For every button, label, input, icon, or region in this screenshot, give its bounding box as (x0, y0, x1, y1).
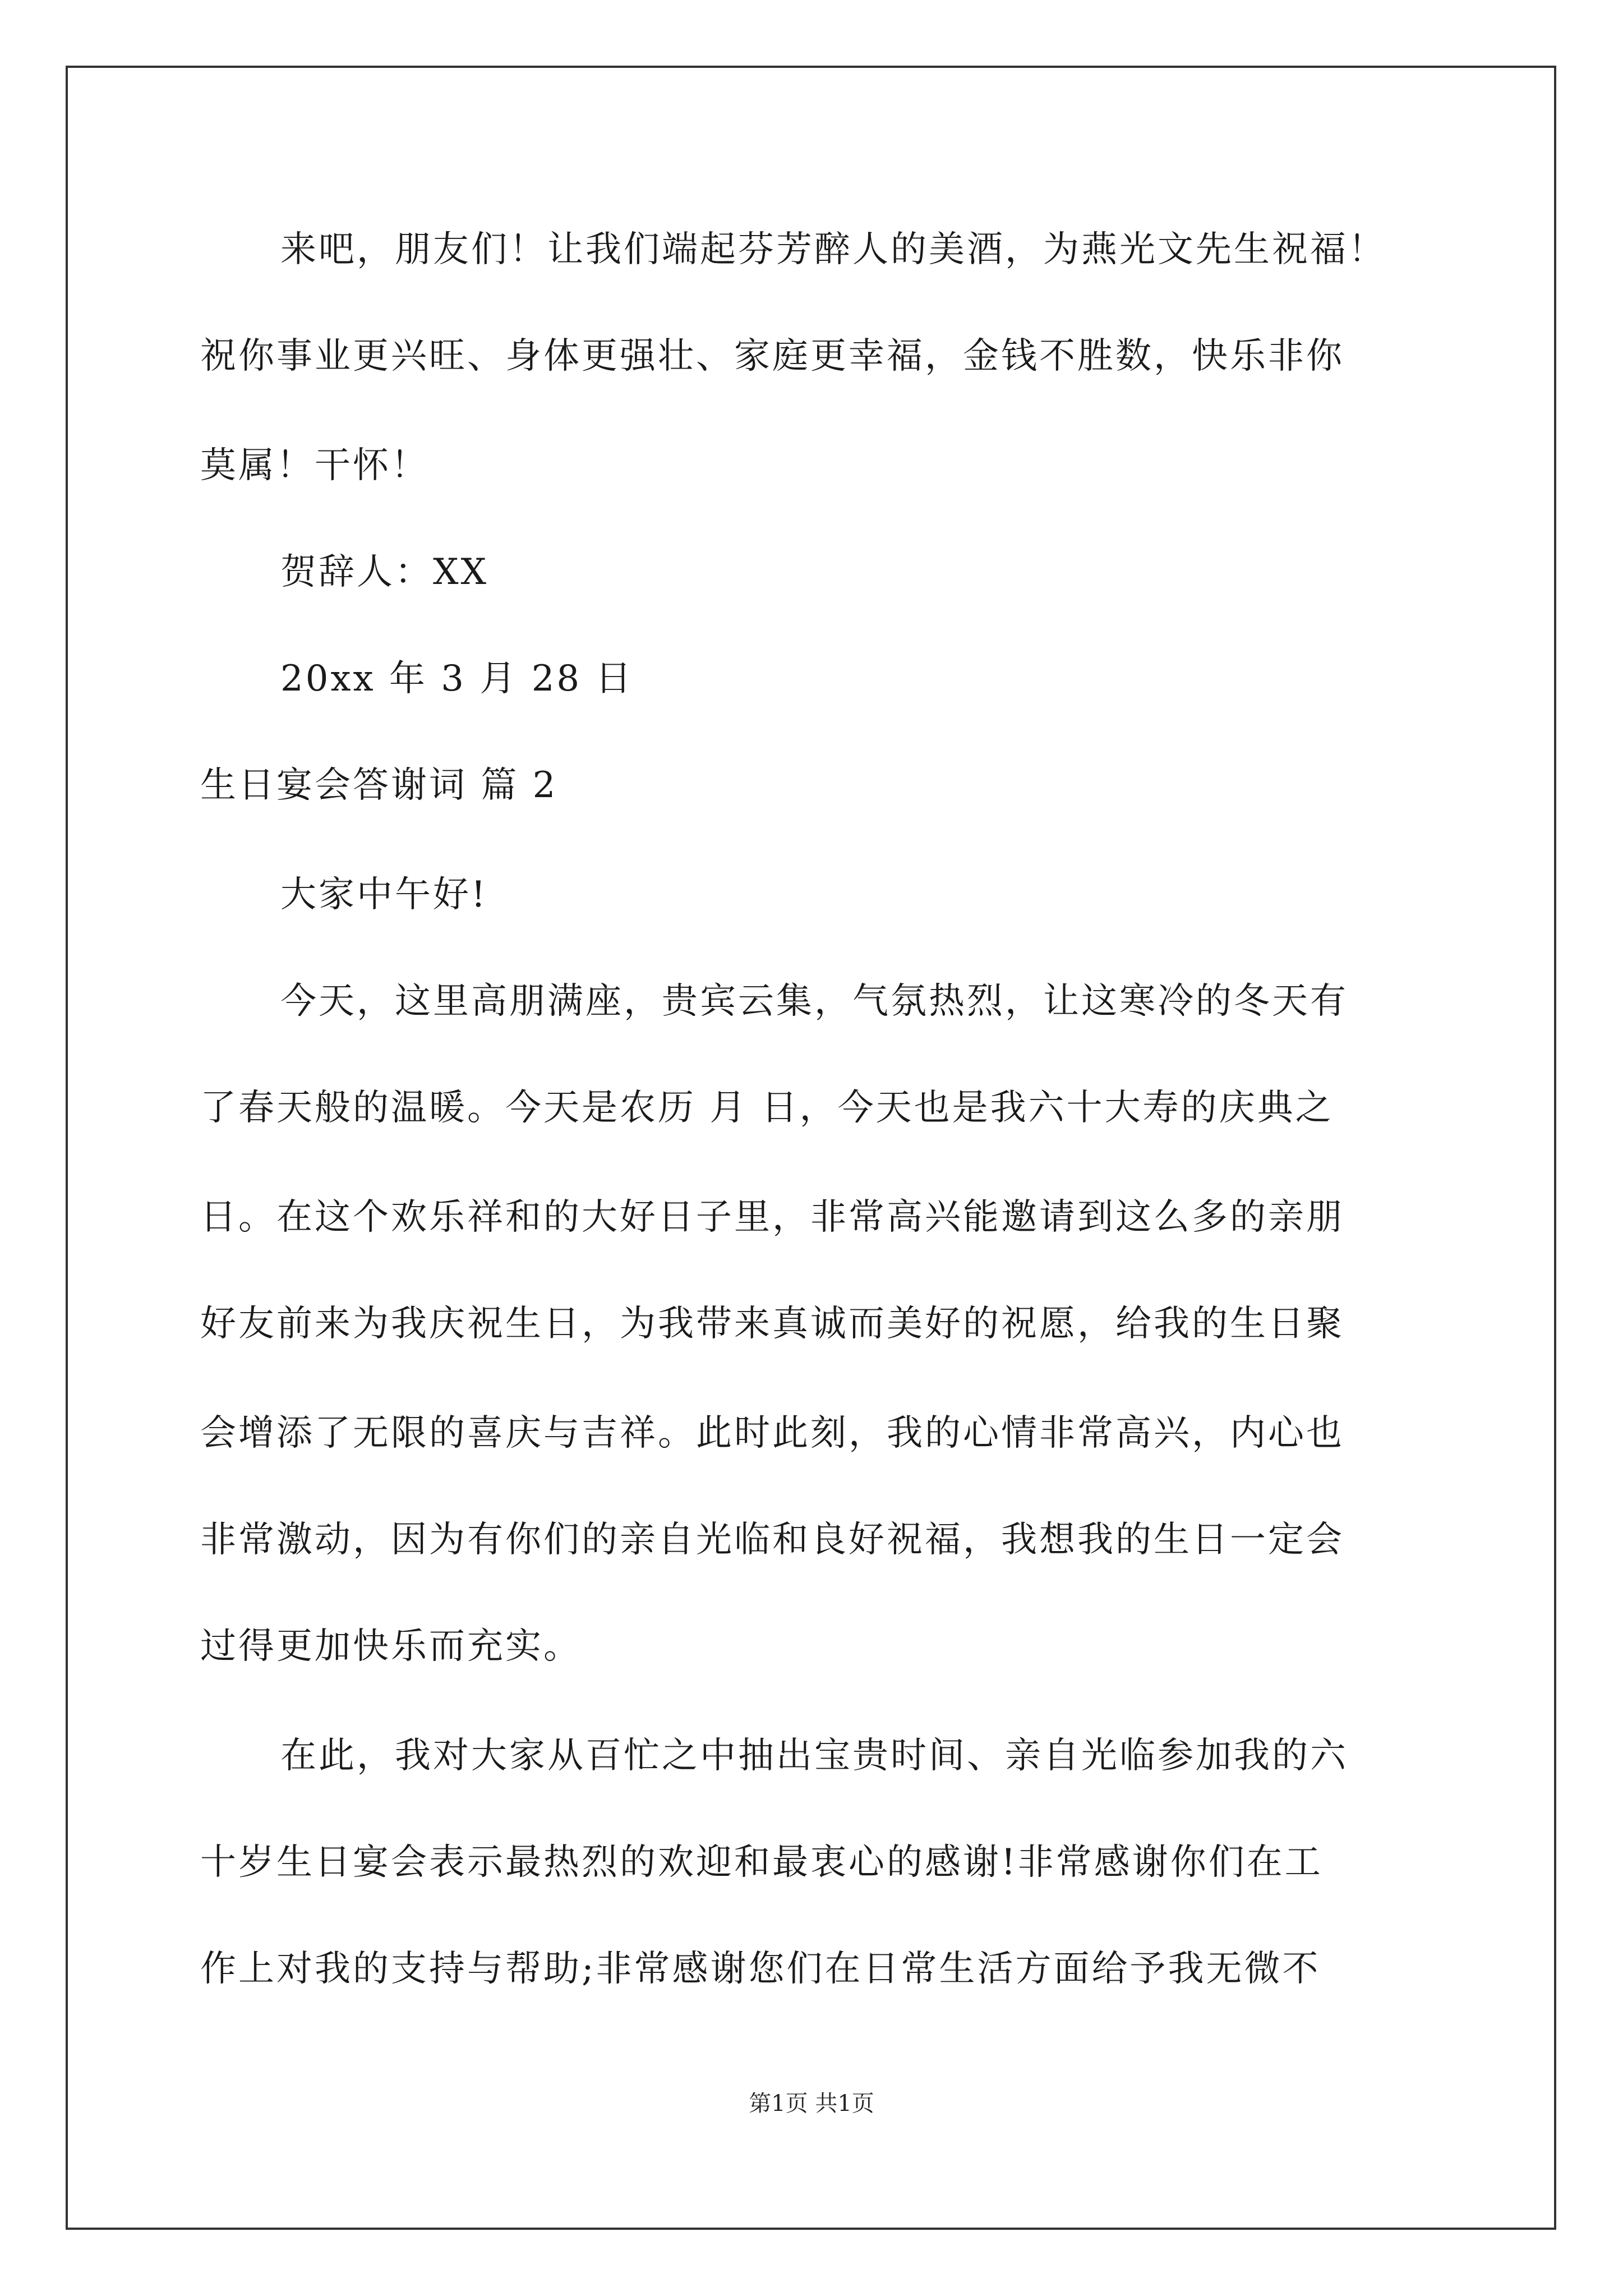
text-line: 莫属！干怀！ (200, 445, 429, 486)
text-line: 非常激动，因为有你们的亲自光临和良好祝福，我想我的生日一定会 (200, 1519, 1344, 1561)
text-line: 日。在这个欢乐祥和的大好日子里，非常高兴能邀请到这么多的亲朋 (200, 1197, 1344, 1238)
text-line: 过得更加快乐而充实。 (200, 1626, 582, 1667)
text-line: 祝你事业更兴旺、身体更强壮、家庭更幸福，金钱不胜数，快乐非你 (200, 335, 1344, 377)
page-frame (66, 66, 1556, 2230)
text-line: 了春天般的温暖。今天是农历 月 日，今天也是我六十大寿的庆典之 (200, 1087, 1334, 1129)
signature-line: 贺辞人：XX (280, 551, 489, 593)
text-line: 好友前来为我庆祝生日，为我带来真诚而美好的祝愿，给我的生日聚 (200, 1303, 1344, 1345)
text-line: 在此，我对大家从百忙之中抽出宝贵时间、亲自光临参加我的六 (280, 1735, 1348, 1777)
section-heading: 生日宴会答谢词 篇 2 (200, 765, 558, 806)
text-line: 十岁生日宴会表示最热烈的欢迎和最衷心的感谢!非常感谢你们在工 (200, 1842, 1323, 1883)
greeting-line: 大家中午好! (280, 874, 488, 915)
text-line: 来吧，朋友们！让我们端起芬芳醉人的美酒，为燕光文先生祝福！ (280, 229, 1386, 270)
text-line: 会增添了无限的喜庆与吉祥。此时此刻，我的心情非常高兴，内心也 (200, 1412, 1344, 1454)
text-line: 作上对我的支持与帮助;非常感谢您们在日常生活方面给予我无微不 (200, 1948, 1321, 1990)
text-line: 今天，这里高朋满座，贵宾云集，气氛热烈，让这寒冷的冬天有 (280, 981, 1348, 1022)
page-footer: 第1页 共1页 (749, 2091, 874, 2116)
date-line: 20xx 年 3 月 28 日 (280, 658, 634, 700)
